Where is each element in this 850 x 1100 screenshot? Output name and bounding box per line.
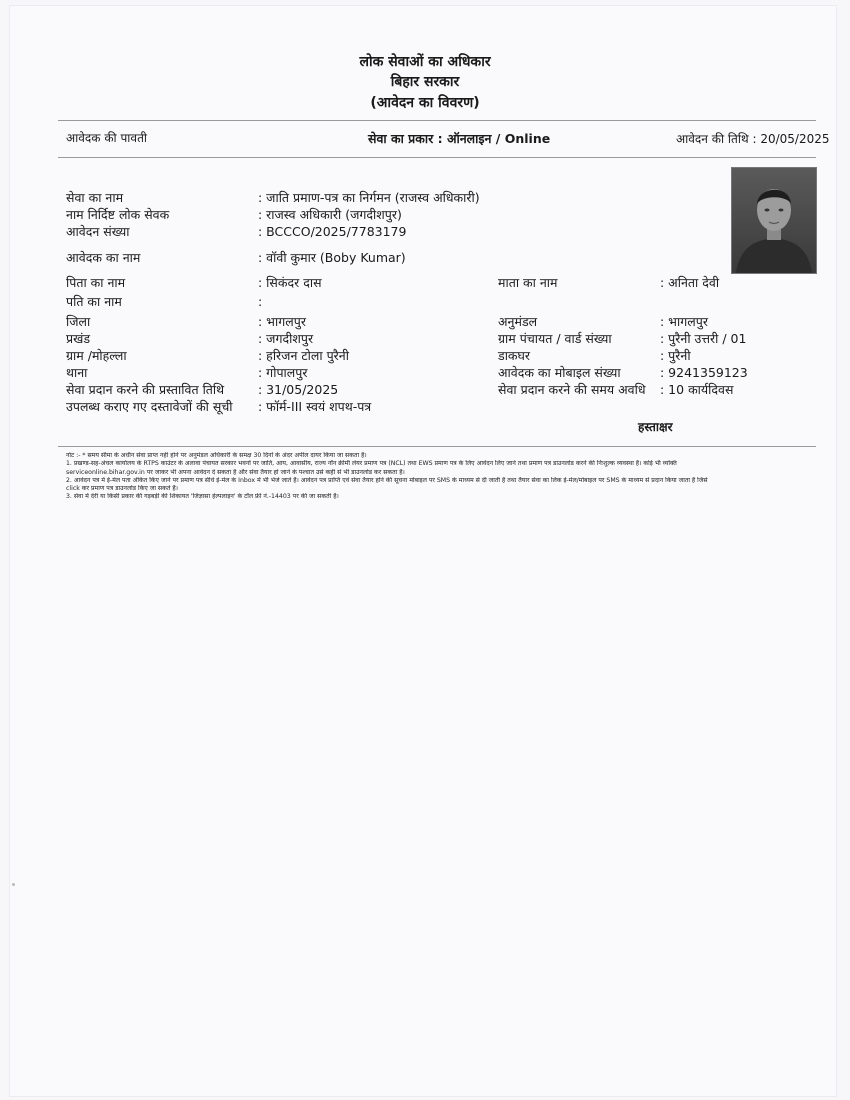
note-line: click कर प्रमाण पत्र डाउनलोड किए जा सकते हैं।: [66, 485, 178, 493]
signature-label: हस्ताक्षर: [638, 420, 673, 434]
applicant-name-label: आवेदक का नाम: [66, 250, 141, 265]
panchayat-ward-value: : पुरैनी उत्तरी / 01: [660, 331, 747, 346]
application-number-value: : BCCCO/2025/7783179: [258, 224, 407, 239]
proposed-date-value: : 31/05/2025: [258, 382, 339, 397]
document-sheet: [10, 6, 836, 1096]
time-limit-value: : 10 कार्यदिवस: [660, 382, 734, 397]
divider: [58, 446, 816, 447]
mobile-label: आवेदक का मोबाइल संख्या: [498, 365, 621, 380]
service-name-value: : जाति प्रमाण-पत्र का निर्गमन (राजस्व अधिकारी): [258, 190, 480, 205]
application-number-label: आवेदन संख्या: [66, 224, 130, 239]
subdivision-label: अनुमंडल: [498, 314, 538, 329]
application-date: आवेदन की तिथि : 20/05/2025: [676, 132, 830, 146]
mobile-value: : 9241359123: [660, 365, 748, 380]
mother-name-label: माता का नाम: [498, 275, 558, 290]
husband-name-value: :: [258, 294, 263, 309]
note-line: नोट :- * समय सीमा के अधीन सेवा प्राप्त नहीं होने पर अनुमंडल अधिकारी के समक्ष 30 दिनों के अंदर अपील दायर किया जा सकता है।: [66, 452, 367, 459]
documents-label: उपलब्ध कराए गए दस्तावेजों की सूची: [66, 399, 233, 414]
police-station-value: : गोपालपुर: [258, 365, 308, 380]
husband-name-label: पति का नाम: [66, 294, 122, 309]
police-station-label: थाना: [66, 365, 88, 380]
applicant-photo: [731, 167, 817, 274]
punch-mark: [12, 883, 15, 886]
district-label: जिला: [66, 314, 91, 329]
father-name-label: पिता का नाम: [66, 275, 126, 290]
header-government: बिहार सरकार: [390, 74, 460, 90]
divider: [58, 157, 816, 158]
documents-value: : फॉर्म-III स्वयं शपथ-पत्र: [258, 399, 372, 414]
service-name-label: सेवा का नाम: [66, 190, 124, 205]
note-line: serviceonline.bihar.gov.in पर जाकर भी अपना आवेदन दे सकता है और सेवा तैयार हो जाने के पश्चात उसे कहीं से भी डाउनलोड कर सकता है।: [66, 468, 405, 476]
applicant-name-value: : वॉवी कुमार (Boby Kumar): [258, 250, 406, 265]
divider: [58, 120, 816, 121]
designated-officer-value: : राजस्व अधिकारी (जगदीशपुर): [258, 207, 402, 222]
header-application-details: (आवेदन का विवरण): [370, 95, 480, 111]
header-rights-title: लोक सेवाओं का अधिकार: [359, 54, 491, 70]
block-label: प्रखंड: [66, 331, 91, 346]
father-name-value: : सिकंदर दास: [258, 275, 322, 290]
village-value: : हरिजन टोला पुरैनी: [258, 348, 349, 363]
service-type: सेवा का प्रकार : ऑनलाइन / Online: [368, 131, 551, 146]
note-line: 2. आवेदन पत्र में ई-मेल पता अंकित किए जाने पर प्रमाण पत्र सीधे ई-मेल के Inbox में भी भेजे जाते हैं। आवेदन पत्र प्राप्ति एवं सेवा तैयार होने की सूचना मोबाइल पर SMS के माध्यम से दी जाती है तथा तैयार सेवा का लिंक ई-मेल/मोबाइल पर SMS के माध्यम से प्रदान किया जाता है जिसे: [66, 476, 708, 484]
post-office-value: : पुरैनी: [660, 348, 691, 363]
district-value: : भागलपुर: [258, 314, 306, 329]
receipt-label: आवेदक की पावती: [66, 131, 148, 145]
panchayat-ward-label: ग्राम पंचायत / वार्ड संख्या: [498, 331, 612, 346]
village-label: ग्राम /मोहल्ला: [66, 348, 127, 363]
subdivision-value: : भागलपुर: [660, 314, 708, 329]
note-line: 3. सेवा में देरी या किसी प्रकार की गड़बड़ी की शिकायत 'जिज्ञासा हेल्पलाइन' के टॉल फ्री नं.-14403 पर की जा सकती है।: [66, 493, 339, 501]
person-photo-icon: [732, 168, 816, 273]
block-value: : जगदीशपुर: [258, 331, 314, 346]
time-limit-label: सेवा प्रदान करने की समय अवधि: [498, 382, 646, 397]
proposed-date-label: सेवा प्रदान करने की प्रस्तावित तिथि: [66, 382, 225, 397]
designated-officer-label: नाम निर्दिष्ट लोक सेवक: [66, 207, 170, 222]
post-office-label: डाकघर: [498, 348, 531, 363]
notes-section: [66, 452, 818, 502]
mother-name-value: : अनिता देवी: [660, 275, 720, 290]
note-line: 1. प्रखण्ड-सह-अंचल कार्यालय के RTPS काउंटर के अलावा पंचायत सरकार भवनों पर जाति, आय, आवासीय, राज्य नॉन क्रीमी लेयर प्रमाण पत्र (NCL) तथा EWS प्रमाण पत्र के लिए आवेदन लिए जाने तथा प्रमाण पत्र डाउनलोड करने की निःशुल्क व्यवस्था है। कोई भी व्यक्ति: [66, 460, 677, 468]
